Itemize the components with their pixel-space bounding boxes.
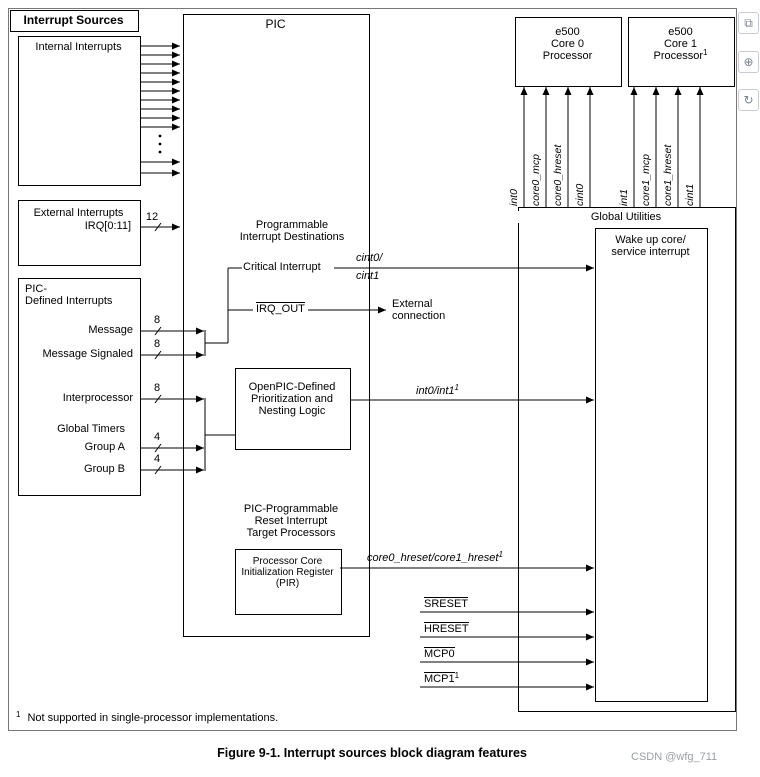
hreset-label [424, 622, 469, 635]
bus-label-core0-hreset: core0_hreset [552, 144, 564, 206]
core-hreset-label [367, 552, 503, 565]
watermark: CSDN @wfg_711 [631, 751, 718, 763]
core1-line2: Core 1 [663, 38, 698, 50]
external-connection-line1: External [392, 298, 433, 310]
footnote [16, 712, 278, 725]
irq-out-overlined: IRQ_OUT [256, 303, 305, 315]
bus-width-message-signaled: 8 [153, 338, 161, 350]
prog-dest-line1: Programmable [255, 219, 329, 231]
mcp1-label [424, 672, 459, 686]
wake-up-core-line2: service interrupt [611, 246, 690, 258]
row-interprocessor: Interprocessor [62, 392, 133, 404]
row-group-a: Group A [84, 441, 125, 453]
int0-int1-text: int0/int1 [416, 385, 455, 397]
wake-up-core-box [595, 228, 708, 702]
bus-label-core0-mcp: core0_mcp [530, 154, 542, 206]
row-group-b: Group B [84, 463, 125, 475]
core0-line1: e500 [555, 26, 580, 38]
preview-image-icon[interactable]: ⧉ [738, 12, 759, 34]
core1-line1: e500 [668, 26, 693, 38]
reset-target-line1: PIC-Programmable [243, 503, 339, 515]
mcp0-label [424, 647, 455, 660]
pic-title: PIC [265, 17, 286, 31]
rotate-icon[interactable]: ↻ [738, 89, 759, 111]
bus-label-core1-mcp: core1_mcp [640, 154, 652, 206]
global-utilities-label: Global Utilities [518, 211, 734, 223]
int0-int1-label [416, 385, 459, 398]
bus-width-group-b: 4 [153, 453, 161, 465]
reset-target-line3: Target Processors [246, 527, 336, 539]
bus-width-interprocessor: 8 [153, 382, 161, 394]
pic-defined-label-line2: Defined Interrupts [25, 295, 113, 307]
internal-interrupts-box [18, 36, 141, 186]
int0-int1-sup: 1 [454, 383, 459, 392]
core-hreset-sup: 1 [498, 550, 503, 559]
pic-defined-label-line1: PIC- [25, 283, 47, 295]
cint1-label: cint1 [356, 270, 380, 282]
bus-label-cint1: cint1 [684, 183, 696, 206]
core0-line2: Core 0 [550, 38, 585, 50]
prog-dest-line2: Interrupt Destinations [239, 231, 345, 243]
footnote-mark: 1 [16, 710, 21, 719]
openpic-line2: Prioritization and [251, 393, 333, 405]
bus-label-core1-hreset: core1_hreset [662, 144, 674, 206]
interrupt-sources-title: Interrupt Sources [23, 13, 124, 27]
mcp1-sup: 1 [454, 671, 460, 680]
irq-out-label [256, 302, 305, 315]
pir-line2: Initialization Register [241, 567, 334, 578]
mcp1-overlined: MCP1 [424, 673, 455, 685]
bus-label-int1: int1 [618, 189, 630, 206]
sreset-label [424, 597, 468, 610]
pir-line1: Processor Core [252, 556, 323, 567]
internal-interrupts-label: Internal Interrupts [35, 41, 122, 53]
figure-caption: Figure 9-1. Interrupt sources block diagram features [217, 746, 527, 760]
row-global-timers: Global Timers [57, 423, 125, 435]
bus-width-group-a: 4 [153, 431, 161, 443]
hreset-overlined: HRESET [424, 623, 469, 635]
cint0-label: cint0/ [356, 252, 383, 264]
footnote-text: Not supported in single-processor implementations. [27, 712, 279, 724]
reset-target-line2: Reset Interrupt [254, 515, 328, 527]
core1-processor-sup: 1 [703, 48, 708, 57]
row-message: Message [88, 324, 133, 336]
openpic-line1: OpenPIC-Defined [248, 381, 336, 393]
pir-line3: (PIR) [275, 578, 300, 589]
bus-width-external: 12 [145, 211, 159, 223]
external-interrupts-label: External Interrupts [33, 207, 124, 219]
openpic-line3: Nesting Logic [258, 405, 326, 417]
bus-label-cint0: cint0 [574, 183, 586, 206]
core0-processor-text: Processor [542, 50, 593, 62]
core-hreset-text: core0_hreset/core1_hreset [367, 552, 499, 564]
external-interrupts-irq-label: IRQ[0:11] [84, 220, 131, 232]
core1-processor-text: Processor [653, 50, 704, 62]
pic-box [183, 14, 370, 637]
wake-up-core-line1: Wake up core/ [615, 234, 686, 246]
core1-line3 [628, 50, 733, 63]
bus-label-int0: int0 [508, 189, 520, 206]
bus-width-message: 8 [153, 314, 161, 326]
mcp0-overlined: MCP0 [424, 648, 455, 660]
external-connection-line2: connection [392, 310, 446, 322]
row-message-signaled: Message Signaled [42, 348, 133, 360]
core0-line3 [515, 50, 620, 62]
critical-interrupt-label: Critical Interrupt [243, 261, 321, 273]
zoom-in-icon[interactable]: ⊕ [738, 51, 759, 73]
sreset-overlined: SRESET [424, 598, 469, 610]
